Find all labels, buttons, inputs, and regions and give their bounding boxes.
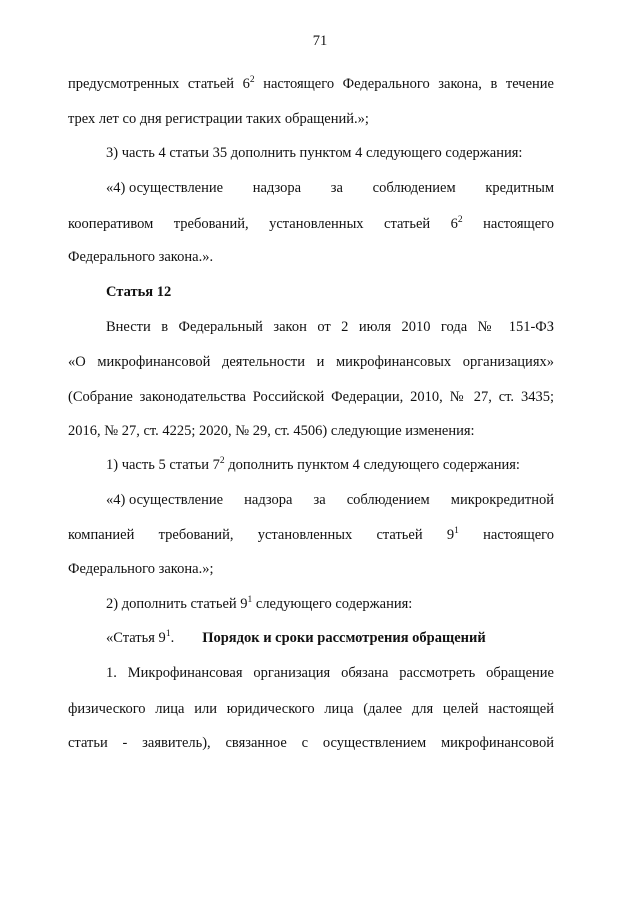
text-line-2: трех лет со дня регистрации таких обращений.»; — [68, 111, 369, 127]
text-line-3: 3) часть 4 статьи 35 дополнить пунктом 4 следующего содержания: — [106, 145, 523, 161]
text-line-9: «О микрофинансовой деятельности и микрофинансовых организациях» — [68, 354, 554, 370]
text-line-6: Федерального закона.». — [68, 249, 214, 265]
text-line-18: 1. Микрофинансовая организация обязана рассмотреть обращение — [106, 665, 554, 681]
text-line-20: статьи - заявитель), связанное с осуществлением микрофинансовой — [68, 735, 554, 751]
text-line-12: 1) часть 5 статьи $7^2$ дополнить пунктом 4 следующего содержания: — [106, 456, 520, 473]
text-line-16: 2) дополнить статьей $9^1$ следующего содержания: — [106, 595, 413, 612]
text-line-13: «4) осуществление надзора за соблюдением микрокредитной — [106, 492, 555, 508]
article-heading: Статья 12 — [106, 284, 172, 300]
text-line-10: (Собрание законодательства Российской Федерации, 2010, № 27, ст. 3435; — [68, 389, 554, 405]
text-line-15: Федерального закона.»; — [68, 561, 214, 577]
text-line-19: физического лица или юридического лица (далее для целей настоящей — [68, 701, 554, 717]
text-line-4: «4) осуществление надзора за соблюдением кредитным — [106, 180, 555, 196]
text-line-8: Внести в Федеральный закон от 2 июля 2010 года № 151-ФЗ — [106, 319, 554, 335]
text-line-14: компанией требований, установленных статьей $9^1$ настоящего — [68, 526, 554, 543]
text-line-1: предусмотренных статьей $6^2$ настоящего Федерального закона, в течение — [68, 75, 554, 92]
text-line-5: кооперативом требований, установленных статьей $6^2$ настоящего — [68, 215, 554, 232]
page-number: 71 — [312, 33, 328, 49]
text-line-11: 2016, № 27, ст. 4225; 2020, № 29, ст. 4506) следующие изменения: — [68, 423, 475, 439]
article-9-1-heading: «Статья $9^1$. Порядок и сроки рассмотрения обращений — [106, 629, 486, 646]
article-title: Порядок и сроки рассмотрения обращений — [202, 630, 486, 646]
